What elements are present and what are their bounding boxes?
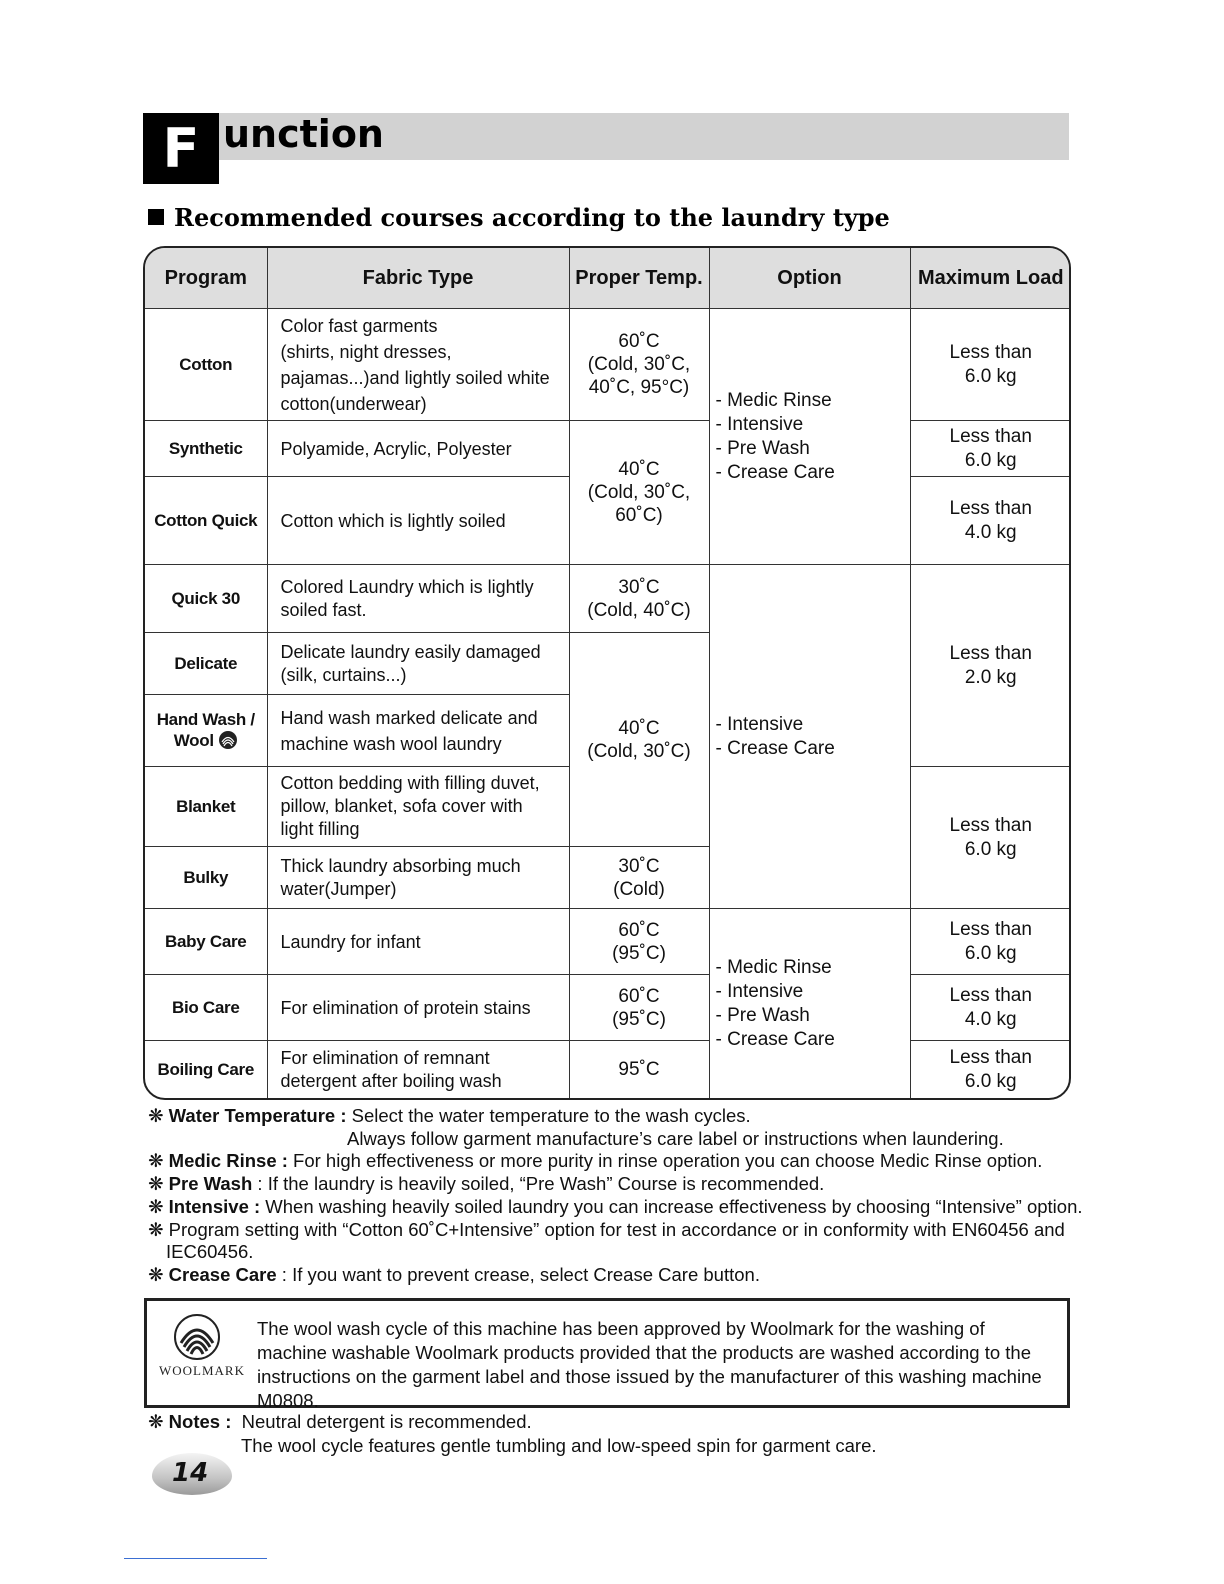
program-cotton-quick: Cotton Quick	[145, 477, 267, 565]
table-row	[145, 1041, 1071, 1099]
program-baby-care: Baby Care	[145, 909, 267, 975]
note-pre-wash: ❋ Pre Wash : If the laundry is heavily soiled, “Pre Wash” Course is recommended.	[148, 1173, 825, 1195]
load-baby-care: Less than 6.0 kg	[910, 909, 1071, 975]
fabric-baby-care: Laundry for infant	[267, 909, 569, 975]
section-title: Recommended courses according to the laundry type	[174, 203, 890, 232]
header-letter: F	[143, 113, 219, 184]
table-row	[145, 565, 1071, 633]
load-cotton: Less than 6.0 kg	[910, 309, 1071, 421]
note-crease-care: ❋ Crease Care : If you want to prevent crease, select Crease Care button.	[148, 1263, 760, 1285]
bottom-rule	[124, 1558, 267, 1559]
notes-line-2: The wool cycle features gentle tumbling and low-speed spin for garment care.	[241, 1435, 877, 1456]
woolmark-icon	[218, 730, 238, 750]
table-row	[145, 309, 1071, 421]
woolmark-logo-label: WOOLMARK	[159, 1363, 245, 1378]
temp-cotton: 60˚C (Cold, 30˚C, 40˚C, 95°C)	[569, 309, 709, 421]
temp-bio-care: 60˚C (95˚C)	[569, 975, 709, 1041]
load-boiling-care: Less than 6.0 kg	[910, 1041, 1071, 1099]
table-row	[145, 421, 1071, 477]
table-row	[145, 975, 1071, 1041]
temp-boiling-care: 95˚C	[569, 1041, 709, 1099]
program-delicate: Delicate	[145, 633, 267, 695]
fabric-hand-wash-wool: Hand wash marked delicate and machine wash wool laundry	[267, 695, 569, 767]
note-marker: ❋	[148, 1411, 164, 1432]
options-group-2: - Intensive - Crease Care	[709, 565, 910, 909]
header-program: Program	[145, 248, 267, 309]
options-group-1: - Medic Rinse - Intensive - Pre Wash - Crease Care	[709, 309, 910, 565]
header-option: Option	[709, 248, 910, 309]
note-water-temperature-2: Always follow garment manufacture’s care label or instructions when laundering.	[347, 1127, 1004, 1149]
program-bio-care: Bio Care	[145, 975, 267, 1041]
load-synthetic: Less than 6.0 kg	[910, 421, 1071, 477]
note-medic-rinse: ❋ Medic Rinse : For high effectiveness or more purity in rinse operation you can choose Medic Rinse option.	[148, 1150, 1043, 1172]
square-bullet-icon	[148, 209, 164, 225]
load-quick-delicate-hand: Less than 2.0 kg	[910, 565, 1071, 767]
load-cotton-quick: Less than 4.0 kg	[910, 477, 1071, 565]
note-program-setting: ❋ Program setting with “Cotton 60˚C+Intensive” option for test in accordance or in conformity with EN60456 and	[148, 1218, 1065, 1240]
program-quick-30: Quick 30	[145, 565, 267, 633]
section-heading	[148, 203, 890, 232]
program-boiling-care: Boiling Care	[145, 1041, 267, 1099]
program-hand-wash-wool: Hand Wash / Wool	[145, 695, 267, 767]
load-blanket-bulky: Less than 6.0 kg	[910, 767, 1071, 909]
options-group-3: - Medic Rinse - Intensive - Pre Wash - Crease Care	[709, 909, 910, 1099]
woolmark-logo-icon	[173, 1313, 221, 1361]
temp-delicate-group: 40˚C (Cold, 30˚C)	[569, 633, 709, 847]
fabric-cotton: Color fast garments (shirts, night dresses, pajamas...)and lightly soiled white cotton(underwear)	[267, 309, 569, 421]
woolmark-box	[144, 1298, 1070, 1411]
fabric-delicate: Delicate laundry easily damaged (silk, curtains...)	[267, 633, 569, 695]
note-program-setting-2: IEC60456.	[166, 1241, 254, 1263]
header-proper-temp: Proper Temp.	[569, 248, 709, 309]
woolmark-text: The wool wash cycle of this machine has been approved by Woolmark for the washing of machine washable Woolmark products provided that the products are washed according to the instructions on the garment label and those issued by the manufacturer of this washing machine M0808.	[257, 1318, 1042, 1411]
temp-baby-care: 60˚C (95˚C)	[569, 909, 709, 975]
program-bulky: Bulky	[145, 847, 267, 909]
temp-quick-30: 30˚C (Cold, 40˚C)	[569, 565, 709, 633]
load-bio-care: Less than 4.0 kg	[910, 975, 1071, 1041]
temp-synthetic-cotton-quick: 40˚C (Cold, 30˚C, 60˚C)	[569, 421, 709, 565]
fabric-boiling-care: For elimination of remnant detergent after boiling wash	[267, 1041, 569, 1099]
note-intensive: ❋ Intensive : When washing heavily soiled laundry you can increase effectiveness by choosing “Intensive” option.	[148, 1195, 1083, 1217]
program-cotton: Cotton	[145, 309, 267, 421]
page-number: 14	[172, 1458, 209, 1488]
program-synthetic: Synthetic	[145, 421, 267, 477]
fabric-blanket: Cotton bedding with filling duvet, pillow, blanket, sofa cover with light filling	[267, 767, 569, 847]
temp-bulky: 30˚C (Cold)	[569, 847, 709, 909]
notes-line-1: Neutral detergent is recommended.	[241, 1411, 532, 1432]
header-maximum-load: Maximum Load	[910, 248, 1071, 309]
note-water-temperature: ❋ Water Temperature : Select the water temperature to the wash cycles.	[148, 1105, 751, 1126]
fabric-cotton-quick: Cotton which is lightly soiled	[267, 477, 569, 565]
header-fabric-type: Fabric Type	[267, 248, 569, 309]
fabric-quick-30: Colored Laundry which is lightly soiled fast.	[267, 565, 569, 633]
fabric-bio-care: For elimination of protein stains	[267, 975, 569, 1041]
table-row	[145, 909, 1071, 975]
program-blanket: Blanket	[145, 767, 267, 847]
fabric-synthetic: Polyamide, Acrylic, Polyester	[267, 421, 569, 477]
header-title: unction	[223, 112, 384, 156]
footer-notes	[148, 1410, 877, 1458]
fabric-bulky: Thick laundry absorbing much water(Jumper)	[267, 847, 569, 909]
laundry-course-table	[143, 246, 1071, 1100]
table-header-row	[145, 248, 1071, 309]
notes-label: Notes :	[168, 1411, 232, 1432]
notes-section	[148, 1105, 1088, 1287]
